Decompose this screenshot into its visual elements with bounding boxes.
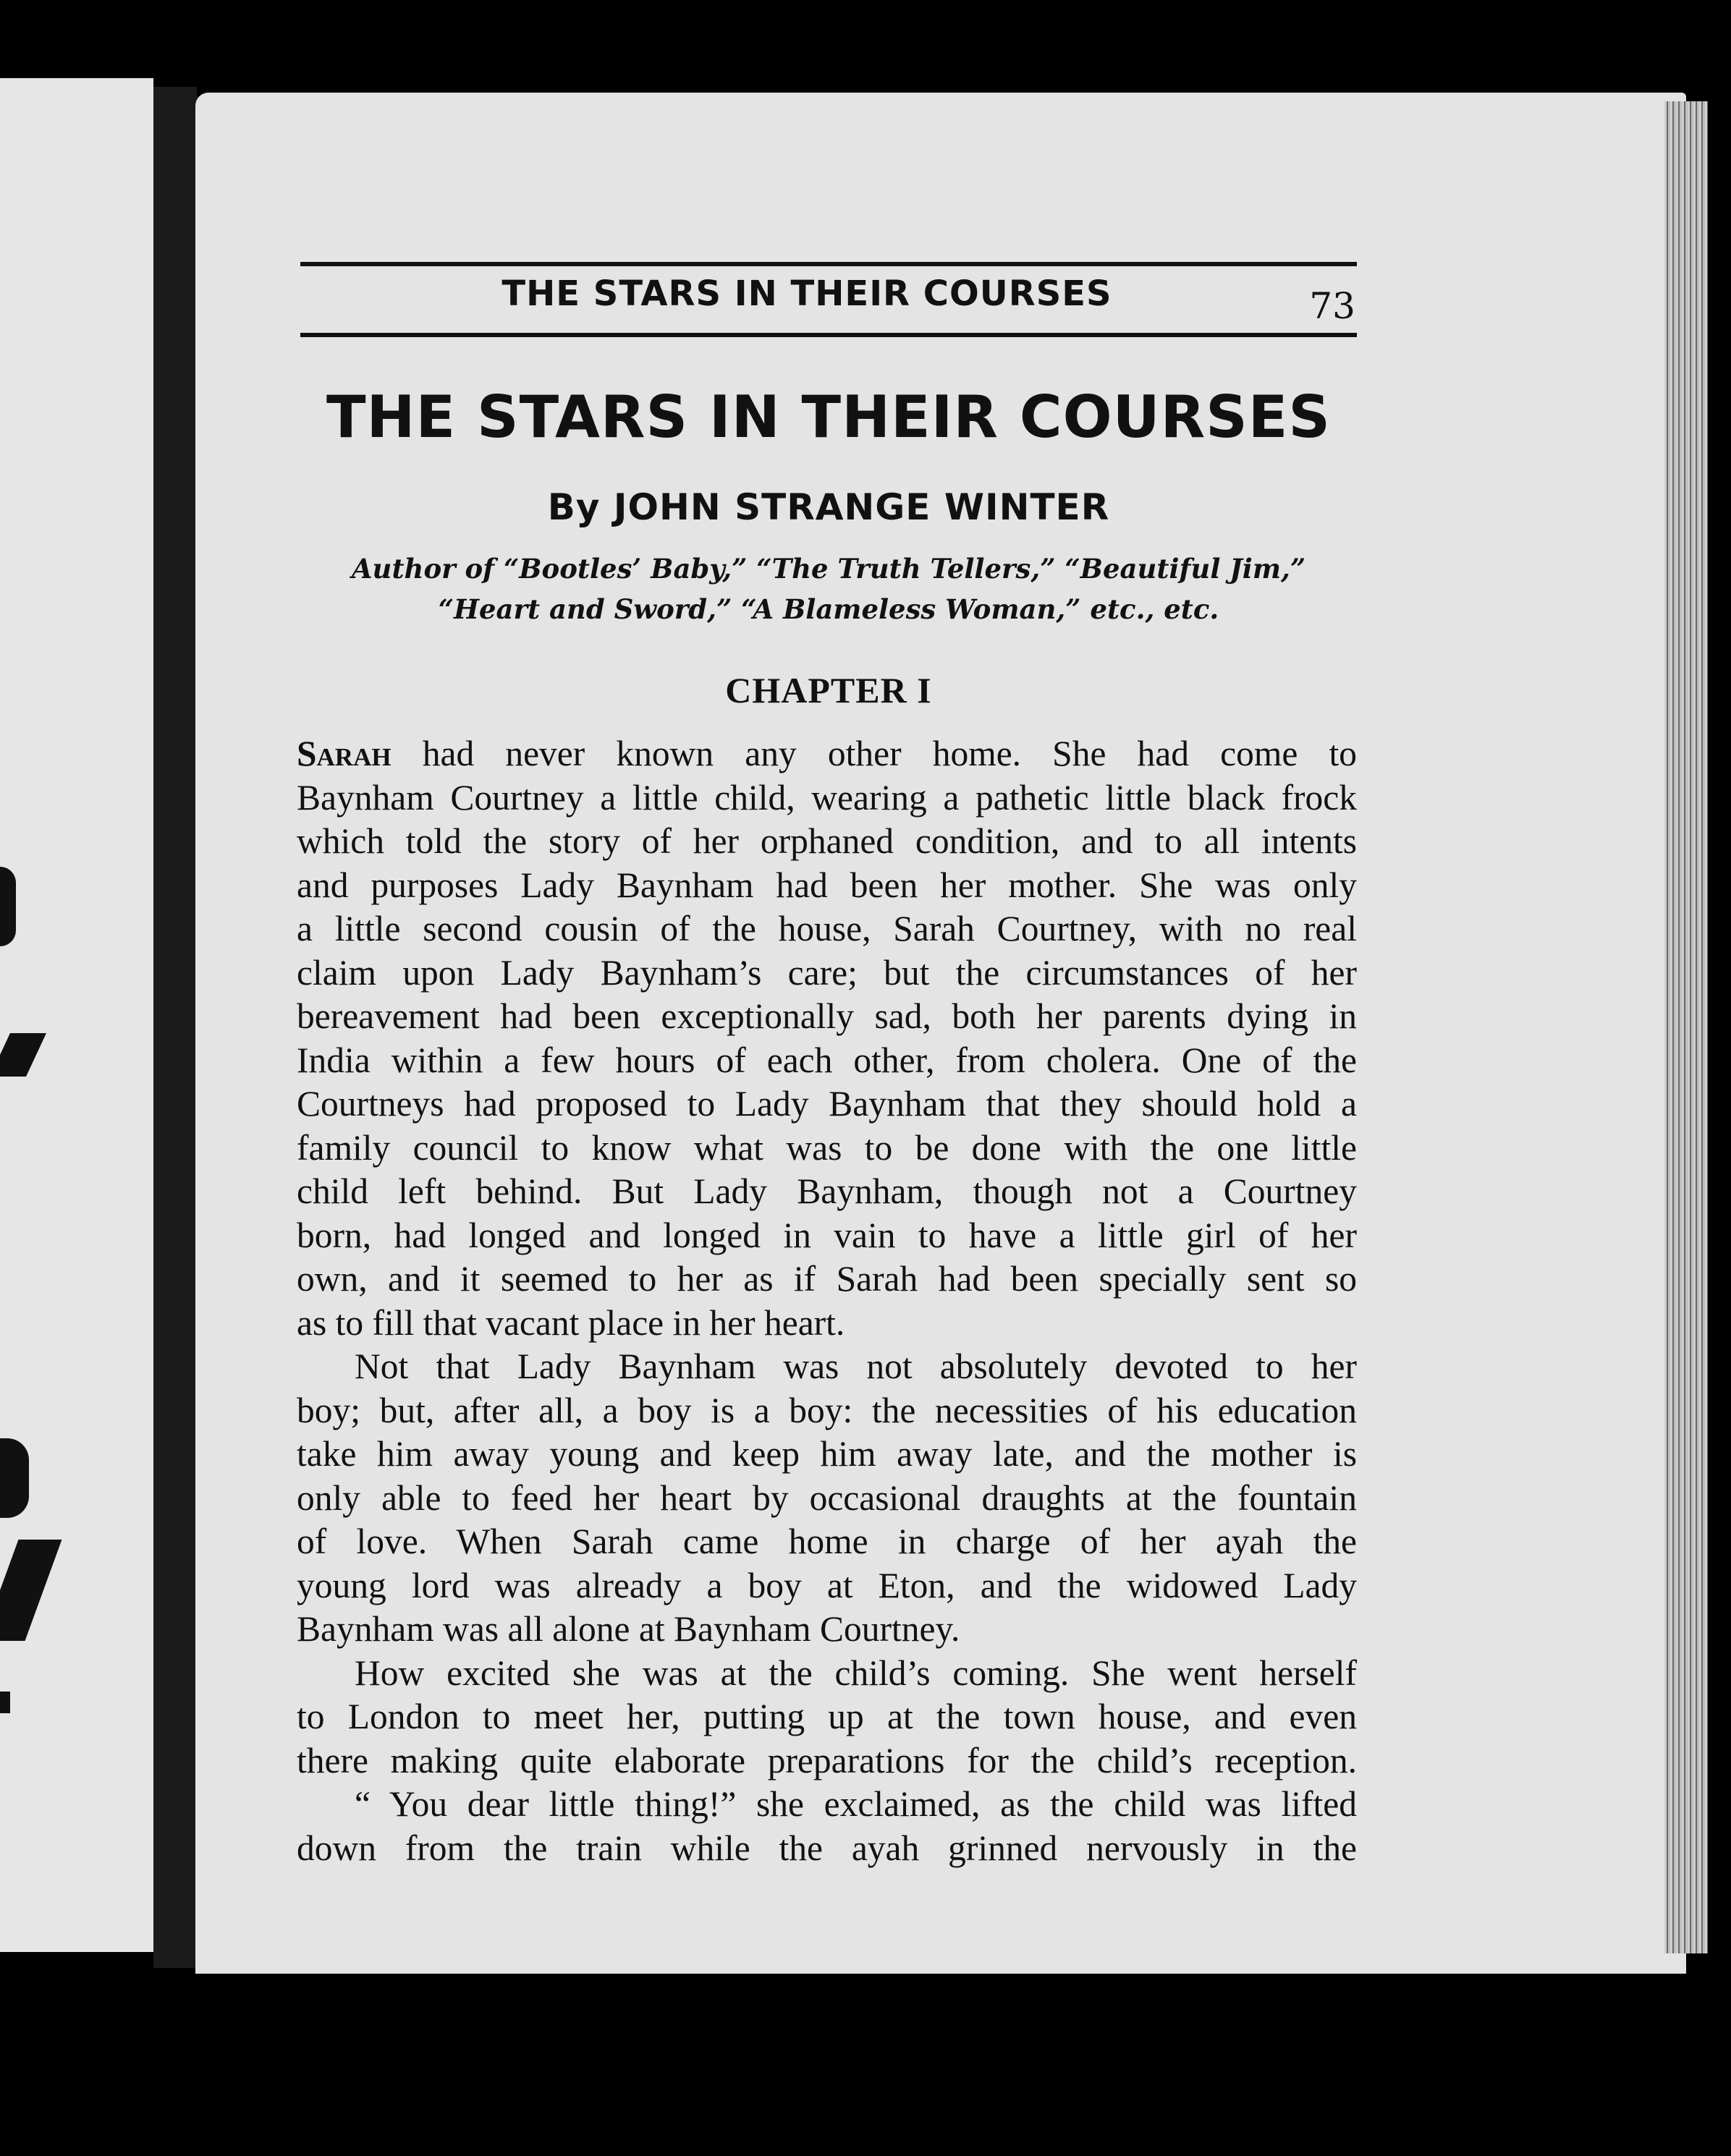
- text-line: How excited she was at the child’s coming. She went herself: [355, 1652, 1357, 1693]
- text-line: Baynham Courtney a little child, wearing a pathetic little black frock: [297, 777, 1357, 818]
- text-line: and purposes Lady Baynham had been her mother. She was only: [297, 865, 1357, 905]
- text-line: own, and it seemed to her as if Sarah had been specially sent so: [297, 1259, 1357, 1299]
- text-line-rest: had never known any other home. She had come to: [391, 734, 1357, 773]
- opening-word: Sarah: [297, 734, 392, 773]
- chapter-heading: CHAPTER I: [725, 670, 932, 710]
- text-line: family council to know what was to be done with the one little: [297, 1127, 1357, 1168]
- facing-page-illustration-fragment: [0, 867, 16, 946]
- facing-page-illustration-fragment: [0, 1033, 46, 1077]
- article-byline: By JOHN STRANGE WINTER: [547, 486, 1110, 528]
- author-works-line: Author of “Bootles’ Baby,” “The Truth Tellers,” “Beautiful Jim,”: [351, 553, 1306, 585]
- text-line: only able to feed her heart by occasional draughts at the fountain: [297, 1477, 1357, 1518]
- text-line: of love. When Sarah came home in charge of her ayah the: [297, 1521, 1357, 1561]
- author-works: [300, 548, 1357, 629]
- text-line: young lord was already a boy at Eton, and the widowed Lady: [297, 1565, 1357, 1605]
- facing-page-edge: [0, 78, 153, 1952]
- text-line: there making quite elaborate preparations for the child’s reception.: [297, 1740, 1357, 1781]
- text-line: born, had longed and longed in vain to have a little girl of her: [297, 1215, 1357, 1255]
- text-line: claim upon Lady Baynham’s care; but the circumstances of her: [297, 952, 1357, 993]
- text-line: take him away young and keep him away late, and the mother is: [297, 1434, 1357, 1474]
- text-line: a little second cousin of the house, Sarah Courtney, with no real: [297, 909, 1357, 948]
- text-line: “ You dear little thing!” she exclaimed, as the child was lifted: [355, 1784, 1357, 1824]
- text-line: boy; but, after all, a boy is a boy: the necessities of his education: [297, 1390, 1357, 1430]
- running-title: THE STARS IN THEIR COURSES: [501, 273, 1112, 314]
- running-header: [300, 262, 1357, 337]
- text-line: Courtneys had proposed to Lady Baynham that they should hold a: [297, 1084, 1357, 1124]
- body-text: [297, 732, 1357, 1870]
- text-line: down from the train while the ayah grinned nervously in the: [297, 1828, 1357, 1868]
- facing-page-illustration-fragment: [0, 1438, 29, 1518]
- book-gutter: [153, 87, 197, 1968]
- page-number: 73: [1309, 285, 1355, 327]
- text-line: bereavement had been exceptionally sad, both her parents dying in: [297, 996, 1357, 1036]
- facing-page-illustration-fragment: [0, 1692, 10, 1713]
- text-line: India within a few hours of each other, from cholera. One of the: [297, 1040, 1357, 1080]
- text-line: to London to meet her, putting up at the town house, and even: [297, 1697, 1357, 1736]
- text-line: child left behind. But Lady Baynham, though not a Courtney: [297, 1171, 1357, 1211]
- text-line: which told the story of her orphaned condition, and to all intents: [297, 821, 1357, 861]
- text-line: [297, 732, 1357, 776]
- text-line: Not that Lady Baynham was not absolutely devoted to her: [355, 1346, 1357, 1386]
- page-edges: [1664, 101, 1708, 1953]
- author-works-line: “Heart and Sword,” “A Blameless Woman,” etc., etc.: [438, 593, 1219, 625]
- article-title: THE STARS IN THEIR COURSES: [326, 383, 1332, 451]
- text-line: as to fill that vacant place in her heart.: [297, 1302, 845, 1343]
- facing-page-illustration-fragment: [0, 1540, 62, 1641]
- text-line: Baynham was all alone at Baynham Courtney.: [297, 1609, 960, 1649]
